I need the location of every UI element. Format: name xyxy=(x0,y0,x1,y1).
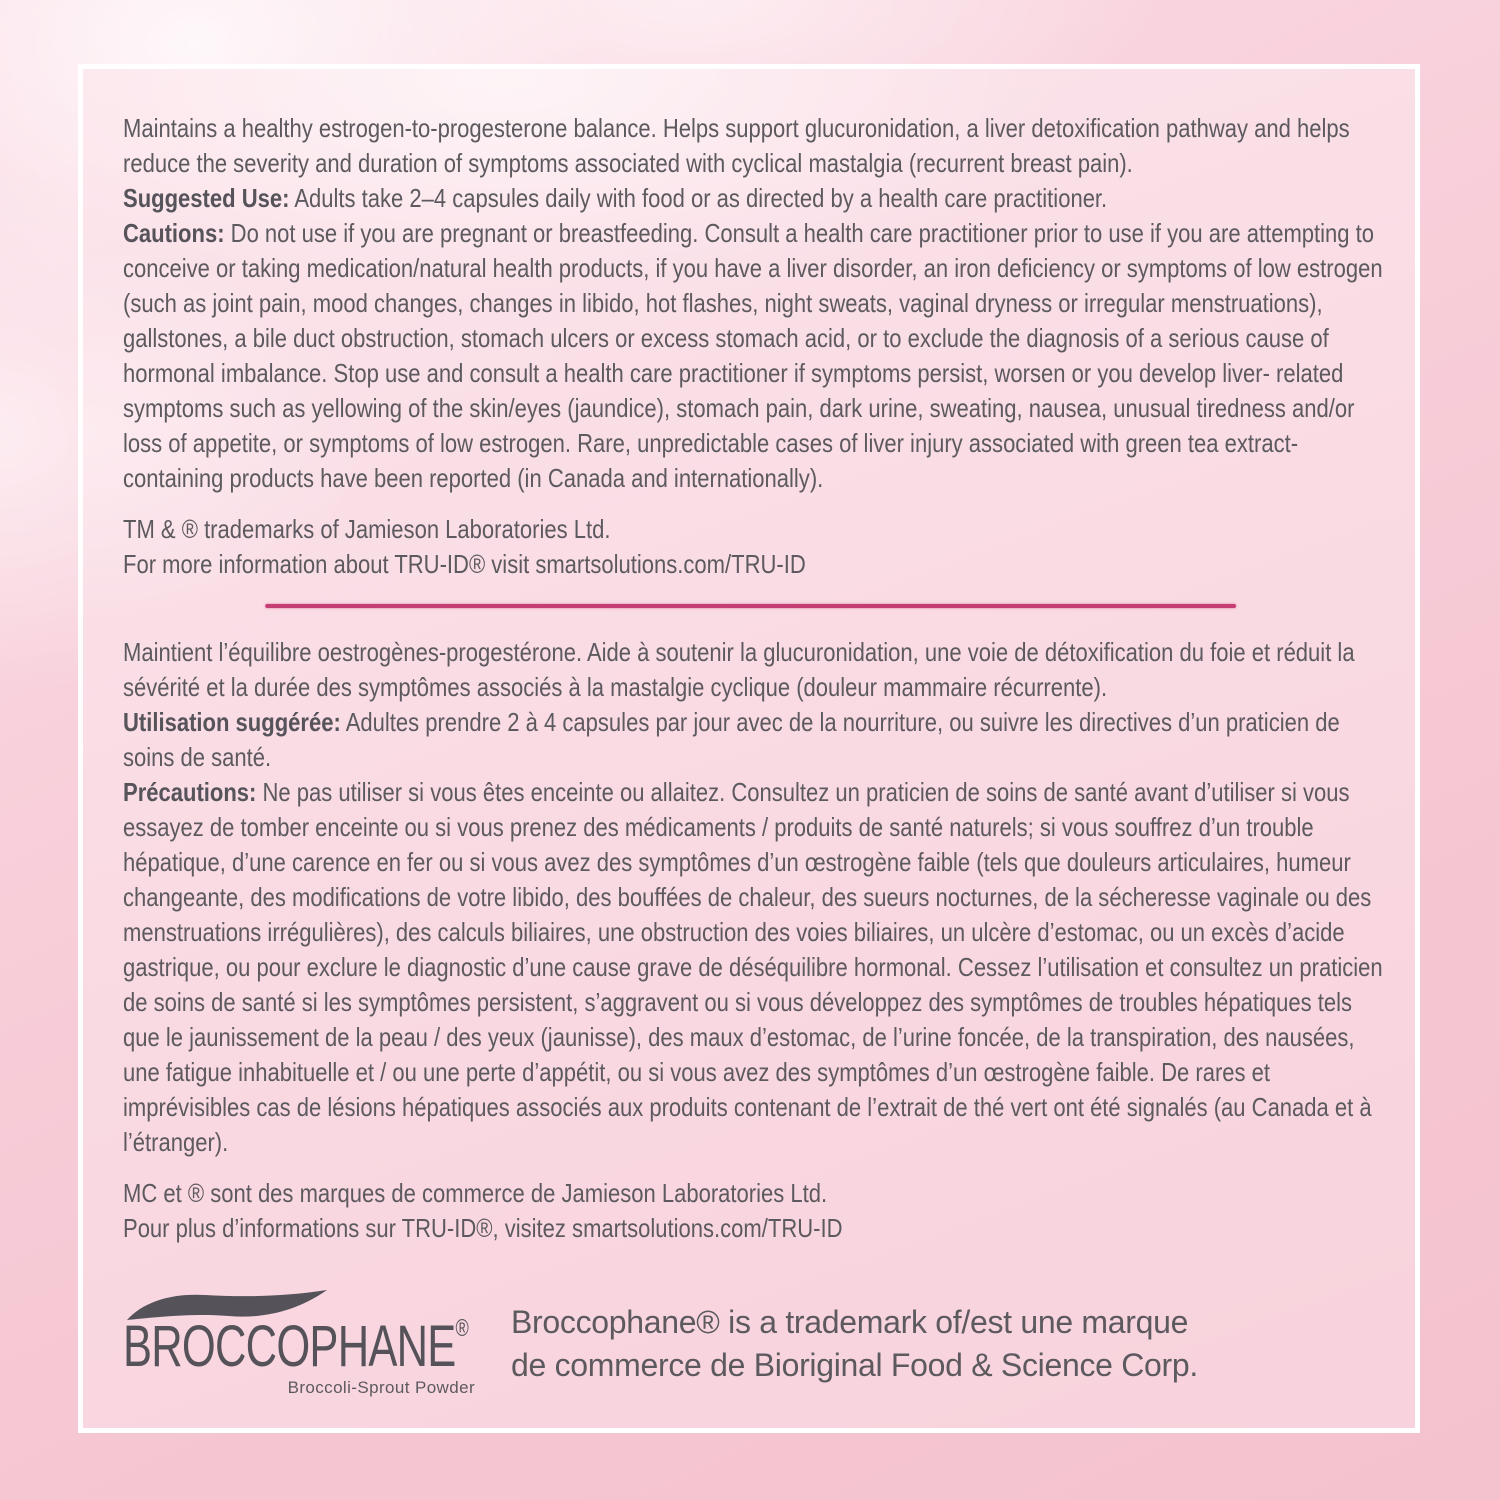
french-trademark-line: MC et ® sont des marques de commerce de Jamieson Laboratories Ltd. xyxy=(123,1178,828,1208)
cautions-label: Cautions: xyxy=(123,218,225,248)
brand-row xyxy=(123,1289,1387,1398)
french-precautions-text: Ne pas utiliser si vous êtes enceinte ou allaitez. Consultez un praticien de soins de santé avant d’utiliser si vous essayez de tomber enceinte ou si vous prenez des médicaments / produits de santé naturels; si vous souffrez d’un trouble hépatique, d’une carence en fer ou si vous avez des symptômes d’un œstrogène faible (tels que douleurs articulaires, humeur changeante, des modifications de votre libido, des bouffées de chaleur, des sueurs nocturnes, de la sécheresse vaginale ou des menstruations irrégulières), des calculs biliaires, une obstruction des voies biliaires, un ulcère d’estomac, ou un excès d’acide gastrique, ou pour exclure le diagnostic d’une cause grave de déséquilibre hormonal. Cessez l’utilisation et consultez un praticien de soins de santé si les symptômes persistent, s’aggravent ou si vous développez des symptômes de troubles hépatiques tels que le jaunissement de la peau / des yeux (jaunisse), des maux d’estomac, de l’urine foncée, de la transpiration, des nausées, une fatigue inhabituelle et / ou une perte d’appétit, ou si vous avez des symptômes d’un œstrogène faible. De rares et imprévisibles cas de lésions hépatiques associés aux produits contenant de l’extrait de thé vert ont été signalés (au Canada et à l’étranger). xyxy=(123,777,1383,1157)
logo-tagline: Broccoli-Sprout Powder xyxy=(287,1378,475,1397)
logo-wordmark xyxy=(123,1314,469,1379)
english-trademark-block xyxy=(123,512,1387,582)
french-usage-text: Adultes prendre 2 à 4 capsules par jour avec de la nourriture, ou suivre les directives d’un praticien de soins de santé. xyxy=(123,707,1340,772)
french-truid-line: Pour plus d’informations sur TRU-ID®, visitez smartsolutions.com/TRU-ID xyxy=(123,1213,843,1243)
label-text-area xyxy=(123,111,1387,1246)
broccophane-logo xyxy=(123,1289,489,1398)
french-usage-paragraph xyxy=(123,705,1387,775)
french-intro-paragraph: Maintient l’équilibre oestrogènes-progestérone. Aide à soutenir la glucuronidation, une voie de détoxification du foie et réduit la sévérité et la durée des symptômes associés à la mastalgie cyclique (douleur mammaire récurrente). xyxy=(123,637,1355,702)
registered-trademark-symbol: ® xyxy=(455,1315,469,1342)
section-divider-rule xyxy=(265,604,1236,608)
suggested-use-text: Adults take 2–4 capsules daily with food or as directed by a health care practitioner. xyxy=(289,183,1108,213)
english-cautions-paragraph xyxy=(123,216,1387,496)
english-intro-paragraph: Maintains a healthy estrogen-to-progesterone balance. Helps support glucuronidation, a liver detoxification pathway and helps reduce the severity and duration of symptoms associated with cyclical mastalgia (recurrent breast pain). xyxy=(123,113,1350,178)
logo-wordmark-wrap xyxy=(123,1314,489,1379)
trademark-note-line: de commerce de Bioriginal Food & Science Corp. xyxy=(511,1346,1198,1383)
logo-text: BROCCOPHANE xyxy=(123,1314,456,1379)
suggested-use-label: Suggested Use: xyxy=(123,183,290,213)
french-precautions-paragraph xyxy=(123,775,1387,1160)
french-precautions-label: Précautions: xyxy=(123,777,257,807)
french-usage-label: Utilisation suggérée: xyxy=(123,707,341,737)
english-suggested-use-paragraph xyxy=(123,181,1387,216)
cautions-text: Do not use if you are pregnant or breastfeeding. Consult a health care practitioner prior to use if you are attempting to conceive or taking medication/natural health products, if you have a liver disorder, an iron deficiency or symptoms of low estrogen (such as joint pain, mood changes, changes in libido, hot flashes, night sweats, vaginal dryness or irregular menstruations), gallstones, a bile duct obstruction, stomach ulcers or excess stomach acid, or to exclude the diagnosis of a serious cause of hormonal imbalance. Stop use and consult a health care practitioner if symptoms persist, worsen or you develop liver- related symptoms such as yellowing of the skin/eyes (jaundice), stomach pain, dark urine, sweating, nausea, unusual tiredness and/or loss of appetite, or symptoms of low estrogen. Rare, unpredictable cases of liver injury associated with green tea extract-containing products have been reported (in Canada and internationally). xyxy=(123,218,1383,493)
french-trademark-block xyxy=(123,1176,1387,1246)
english-trademark-line: TM & ® trademarks of Jamieson Laboratories Ltd. xyxy=(123,514,611,544)
broccophane-trademark-note xyxy=(511,1301,1198,1387)
label-panel xyxy=(78,64,1420,1433)
english-truid-line: For more information about TRU-ID® visit smartsolutions.com/TRU-ID xyxy=(123,549,806,579)
trademark-note-line: Broccophane® is a trademark of/est une marque xyxy=(511,1303,1189,1340)
